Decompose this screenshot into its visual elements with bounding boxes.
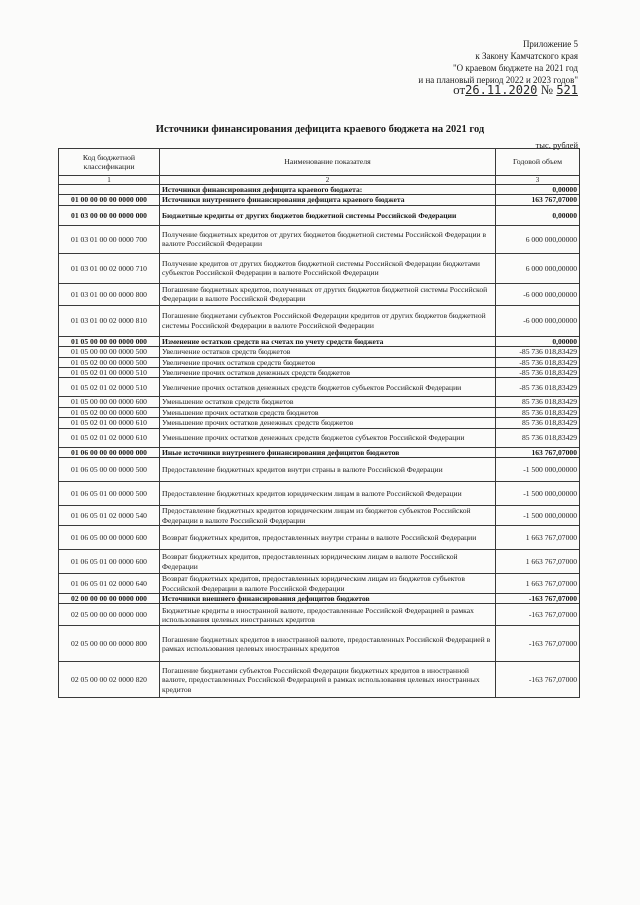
row-name: Погашение бюджетами субъектов Российской Федерации кредитов от других бюджетов бюджетной системы Российской Федерации в валюте Российской Федерации (160, 305, 496, 336)
column-header-code: Код бюджетной классификации (59, 149, 160, 176)
row-name: Увеличение прочих остатков денежных средств бюджетов субъектов Российской Федерации (160, 378, 496, 397)
row-code: 01 06 00 00 00 0000 000 (59, 447, 160, 457)
row-name: Бюджетные кредиты от других бюджетов бюджетной системы Российской Федерации (160, 205, 496, 225)
row-amount: 6 000 000,00000 (496, 253, 580, 283)
table-row (59, 418, 580, 428)
row-amount: -1 500 000,00000 (496, 458, 580, 482)
column-index-row (59, 176, 580, 185)
row-name: Предоставление бюджетных кредитов юридическим лицам в валюте Российской Федерации (160, 482, 496, 506)
table-row (59, 458, 580, 482)
row-amount: 163 767,07000 (496, 447, 580, 457)
row-name: Изменение остатков средств на счетах по учету средств бюджета (160, 336, 496, 346)
row-amount: -1 500 000,00000 (496, 482, 580, 506)
row-amount: -85 736 018,83429 (496, 378, 580, 397)
table-row (59, 574, 580, 594)
row-code: 01 05 00 00 00 0000 600 (59, 397, 160, 407)
row-name: Источники финансирования дефицита краевого бюджета: (160, 185, 496, 195)
row-amount: 0,00000 (496, 185, 580, 195)
row-name: Возврат бюджетных кредитов, предоставленных юридическим лицам из бюджетов субъектов Российской Федерации в валюте Российской Федерации (160, 574, 496, 594)
date-prefix: от (453, 82, 466, 97)
row-code: 02 05 00 00 00 0000 000 (59, 604, 160, 626)
row-amount: 163 767,07000 (496, 195, 580, 205)
row-name: Источники внешнего финансирования дефицитов бюджетов (160, 594, 496, 604)
row-code: 01 05 00 00 00 0000 500 (59, 347, 160, 357)
table-row (59, 428, 580, 447)
row-amount: -85 736 018,83429 (496, 368, 580, 378)
row-amount: 1 663 767,07000 (496, 574, 580, 594)
row-code: 01 06 05 01 00 0000 500 (59, 482, 160, 506)
row-name: Уменьшение прочих остатков денежных средств бюджетов (160, 418, 496, 428)
table-row (59, 482, 580, 506)
table-row (59, 305, 580, 336)
row-code: 01 06 05 01 00 0000 600 (59, 550, 160, 574)
table-body (59, 185, 580, 698)
table-row (59, 225, 580, 253)
row-amount: 1 663 767,07000 (496, 526, 580, 550)
row-name: Получение кредитов от других бюджетов бюджетной системы Российской Федерации бюджетами субъектов Российской Федерации в валюте Российской Федерации (160, 253, 496, 283)
row-name: Увеличение прочих остатков средств бюджетов (160, 357, 496, 367)
row-code: 01 05 02 00 00 0000 600 (59, 407, 160, 417)
column-index: 2 (160, 176, 496, 185)
row-name: Погашение бюджетами субъектов Российской Федерации бюджетных кредитов в иностранной валюте, предоставленных Российской Федерацией в рамках использования целевых иностранных кредитов (160, 662, 496, 698)
row-amount: 85 736 018,83429 (496, 428, 580, 447)
table-row (59, 378, 580, 397)
row-code: 01 05 02 01 02 0000 610 (59, 428, 160, 447)
table-row (59, 662, 580, 698)
row-amount: -163 767,07000 (496, 662, 580, 698)
row-amount: 0,00000 (496, 336, 580, 346)
row-amount: -1 500 000,00000 (496, 506, 580, 526)
row-name: Получение бюджетных кредитов от других бюджетов бюджетной системы Российской Федерации в валюте Российской Федерации (160, 225, 496, 253)
row-name: Возврат бюджетных кредитов, предоставленных внутри страны в валюте Российской Федерации (160, 526, 496, 550)
row-code: 02 00 00 00 00 0000 000 (59, 594, 160, 604)
row-amount: 0,00000 (496, 205, 580, 225)
column-header-name: Наименование показателя (160, 149, 496, 176)
table-row (59, 447, 580, 457)
row-name: Уменьшение прочих остатков денежных средств бюджетов субъектов Российской Федерации (160, 428, 496, 447)
approval-date: 26.11.2020 (465, 83, 538, 97)
table-header-row (59, 149, 580, 176)
sources-table (58, 148, 580, 698)
row-code: 02 05 00 00 02 0000 820 (59, 662, 160, 698)
row-code: 01 03 01 00 00 0000 800 (59, 283, 160, 305)
row-name: Увеличение остатков средств бюджетов (160, 347, 496, 357)
table-row (59, 205, 580, 225)
table-row (59, 283, 580, 305)
table-row (59, 526, 580, 550)
row-code: 01 06 05 01 02 0000 540 (59, 506, 160, 526)
row-code: 01 06 05 01 02 0000 640 (59, 574, 160, 594)
row-code: 01 05 02 01 02 0000 510 (59, 378, 160, 397)
table-row (59, 336, 580, 346)
column-index: 3 (496, 176, 580, 185)
row-amount: -6 000 000,00000 (496, 283, 580, 305)
row-code: 01 05 02 01 00 0000 510 (59, 368, 160, 378)
appendix-line: к Закону Камчатского края (475, 51, 578, 61)
units-label: тыс. рублей (535, 140, 578, 150)
table-row (59, 185, 580, 195)
row-code: 01 00 00 00 00 0000 000 (59, 195, 160, 205)
table-row (59, 397, 580, 407)
document-title: Источники финансирования дефицита краевого бюджета на 2021 год (155, 124, 485, 135)
row-amount: 6 000 000,00000 (496, 225, 580, 253)
row-name: Увеличение прочих остатков денежных средств бюджетов (160, 368, 496, 378)
row-code: 02 05 00 00 00 0000 800 (59, 626, 160, 662)
approval-date-number (453, 83, 578, 97)
table-row (59, 604, 580, 626)
table-row (59, 195, 580, 205)
row-code: 01 05 00 00 00 0000 000 (59, 336, 160, 346)
table-row (59, 594, 580, 604)
number-prefix: № (540, 82, 554, 97)
table-row (59, 253, 580, 283)
row-code: 01 03 01 00 00 0000 700 (59, 225, 160, 253)
row-code (59, 185, 160, 195)
row-name: Предоставление бюджетных кредитов внутри страны в валюте Российской Федерации (160, 458, 496, 482)
row-code: 01 06 05 00 00 0000 500 (59, 458, 160, 482)
table-row (59, 347, 580, 357)
row-code: 01 03 01 00 02 0000 810 (59, 305, 160, 336)
row-name: Погашение бюджетных кредитов в иностранной валюте, предоставленных Российской Федерацией в рамках использования целевых иностранных кредитов (160, 626, 496, 662)
approval-number: 521 (556, 83, 578, 97)
row-amount: -163 767,07000 (496, 626, 580, 662)
row-code: 01 05 02 01 00 0000 610 (59, 418, 160, 428)
row-amount: -85 736 018,83429 (496, 347, 580, 357)
row-name: Уменьшение прочих остатков средств бюджетов (160, 407, 496, 417)
appendix-line: "О краевом бюджете на 2021 год (452, 63, 578, 73)
row-name: Иные источники внутреннего финансирования дефицитов бюджетов (160, 447, 496, 457)
row-amount: 85 736 018,83429 (496, 397, 580, 407)
row-name: Источники внутреннего финансирования дефицита краевого бюджета (160, 195, 496, 205)
row-name: Погашение бюджетных кредитов, полученных от других бюджетов бюджетной системы Российской Федерации в валюте Российской Федерации (160, 283, 496, 305)
column-index: 1 (59, 176, 160, 185)
row-code: 01 03 00 00 00 0000 000 (59, 205, 160, 225)
row-name: Предоставление бюджетных кредитов юридическим лицам из бюджетов субъектов Российской Федерации в валюте Российской Федерации (160, 506, 496, 526)
appendix-line: Приложение 5 (522, 39, 578, 49)
row-name: Бюджетные кредиты в иностранной валюте, предоставленные Российской Федерацией в рамках использования целевых иностранных кредитов (160, 604, 496, 626)
table-row (59, 407, 580, 417)
table-row (59, 626, 580, 662)
table-row (59, 550, 580, 574)
row-name: Уменьшение остатков средств бюджетов (160, 397, 496, 407)
row-amount: -163 767,07000 (496, 594, 580, 604)
table-row (59, 506, 580, 526)
appendix-block (338, 38, 578, 86)
row-code: 01 03 01 00 02 0000 710 (59, 253, 160, 283)
row-amount: 85 736 018,83429 (496, 418, 580, 428)
row-name: Возврат бюджетных кредитов, предоставленных юридическим лицам в валюте Российской Федерации (160, 550, 496, 574)
table-row (59, 357, 580, 367)
row-amount: 85 736 018,83429 (496, 407, 580, 417)
row-code: 01 05 02 00 00 0000 500 (59, 357, 160, 367)
appendix-line: и на плановый период 2022 и 2023 годов" (418, 75, 578, 85)
row-amount: -85 736 018,83429 (496, 357, 580, 367)
row-amount: -163 767,07000 (496, 604, 580, 626)
row-amount: -6 000 000,00000 (496, 305, 580, 336)
row-code: 01 06 05 00 00 0000 600 (59, 526, 160, 550)
row-amount: 1 663 767,07000 (496, 550, 580, 574)
table-row (59, 368, 580, 378)
column-header-amount: Годовой объем (496, 149, 580, 176)
